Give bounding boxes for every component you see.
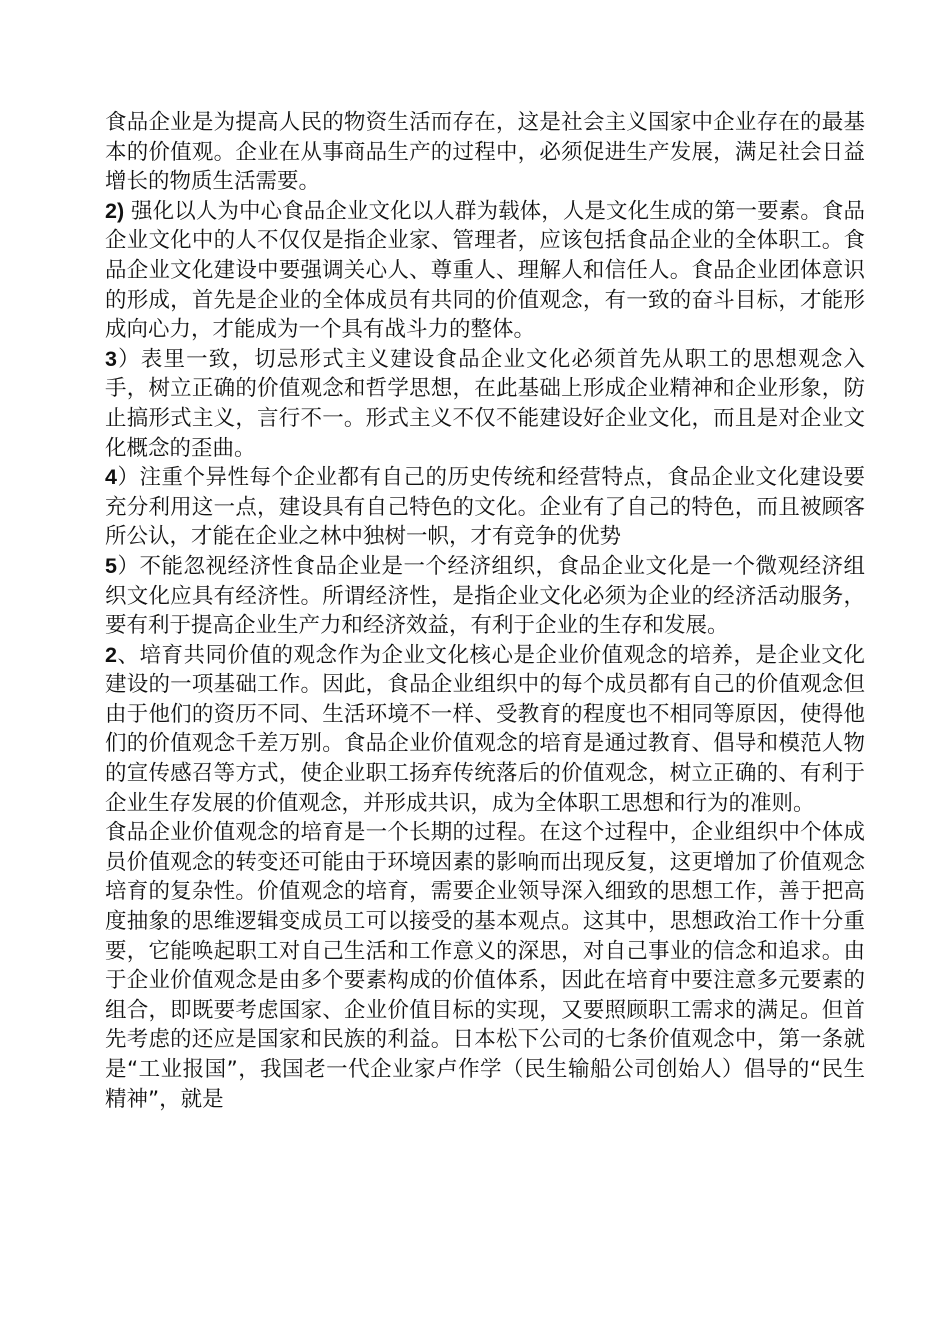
- paragraph-4-text: ）注重个异性每个企业都有自己的历史传统和经营特点，食品企业文化建设要充分利用这一点，建设具有自己特色的文化。企业有了自己的特色，而且被顾客所公认，才能在企业之林中独树一帜，才有竞争的优势: [105, 465, 865, 550]
- paragraph-2-text: 强化以人为中心食品企业文化以人群为载体，人是文化生成的第一要素。食品企业文化中的人不仅仅是指企业家、管理者，应该包括食品企业的全体职工。食品企业文化建设中要强调关心人、尊重人、理解人和信任人。食品企业团体意识的形成，首先是企业的全体成员有共同的价值观念，有一致的奋斗目标，才能形成向心力，才能成为一个具有战斗力的整体。: [105, 198, 865, 343]
- paragraph-2: [105, 197, 865, 345]
- paragraph-7-text: 食品企业价值观念的培育是一个长期的过程。在这个过程中，企业组织中个体成员价值观念的转变还可能由于环境因素的影响而出现反复，这更增加了价值观念培育的复杂性。价值观念的培育，需要企业领导深入细致的思想工作，善于把高度抽象的思维逻辑变成员工可以接受的基本观点。这其中，思想政治工作十分重要，它能唤起职工对自己生活和工作意义的深思，对自己事业的信念和追求。由于企业价值观念是由多个要素构成的价值体系，因此在培育中要注意多元要素的组合，即既要考虑国家、企业价值目标的实现，又要照顾职工需求的满足。但首先考虑的还应是国家和民族的利益。日本松下公司的七条价值观念中，第一条就是“工业报国”，我国老一代企业家卢作学（民生输船公司创始人）倡导的“民生精神”，就是: [105, 820, 865, 1112]
- paragraph-1: [105, 108, 865, 197]
- paragraph-4: [105, 463, 865, 552]
- paragraph-7: [105, 818, 865, 1114]
- paragraph-3-text: ）表里一致，切忌形式主义建设食品企业文化必须首先从职工的思想观念入手，树立正确的价值观念和哲学思想，在此基础上形成企业精神和企业形象，防止搞形式主义，言行不一。形式主义不仅不能建设好企业文化，而且是对企业文化概念的歪曲。: [105, 346, 865, 461]
- paragraph-3-number: 3: [105, 346, 117, 371]
- document-body: [105, 108, 865, 1114]
- paragraph-2-number: 2): [105, 198, 125, 223]
- paragraph-6-number: 2: [105, 642, 117, 667]
- paragraph-6-text: 、培育共同价值的观念作为企业文化核心是企业价值观念的培养，是企业文化建设的一项基础工作。因此，食品企业组织中的每个成员都有自己的价值观念但由于他们的资历不同、生活环境不一样、受教育的程度也不相同等原因，使得他们的价值观念千差万别。食品企业价值观念的培育是通过教育、倡导和模范人物的宣传感召等方式，使企业职工扬弃传统落后的价值观念，树立正确的、有利于企业生存发展的价值观念，并形成共识，成为全体职工思想和行为的准则。: [105, 642, 865, 816]
- paragraph-5-text: ）不能忽视经济性食品企业是一个经济组织，食品企业文化是一个微观经济组织文化应具有经济性。所谓经济性，是指企业文化必须为企业的经济活动服务，要有利于提高企业生产力和经济效益，有利于企业的生存和发展。: [105, 553, 865, 639]
- paragraph-1-text: 食品企业是为提高人民的物资生活而存在，这是社会主义国家中企业存在的最基本的价值观。企业在从事商品生产的过程中，必须促进生产发展，满足社会日益增长的物质生活需要。: [105, 110, 865, 195]
- paragraph-4-number: 4: [105, 465, 117, 490]
- paragraph-6: [105, 641, 865, 819]
- paragraph-5: [105, 552, 865, 641]
- paragraph-5-number: 5: [105, 553, 117, 578]
- paragraph-3: [105, 345, 865, 463]
